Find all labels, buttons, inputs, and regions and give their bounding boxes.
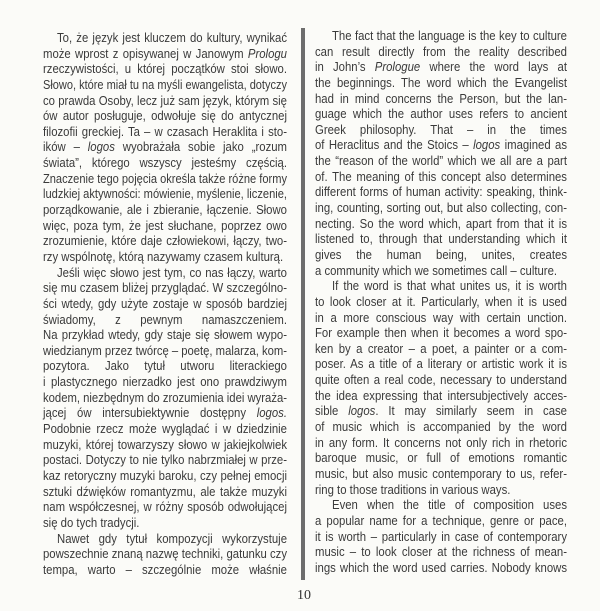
text-segment: imagined as [500, 137, 567, 153]
text-line [43, 390, 287, 406]
text-segment: music – to look closer at the richness of mean- [315, 544, 567, 560]
text-segment: necting. So the word which, apart from that it is [315, 215, 567, 231]
text-segment: the beginnings. The word which the Evangelist [315, 74, 567, 90]
text-segment: quite often a real code, necessary to understand [315, 372, 567, 388]
text-line [315, 137, 567, 153]
text-line [315, 247, 567, 263]
text-line [332, 28, 567, 44]
text-segment: in John’s [315, 59, 375, 75]
text-line [43, 437, 287, 453]
text-line [43, 61, 287, 77]
italic-term: logos [473, 137, 501, 153]
italic-term: Prologu [247, 45, 287, 61]
text-line [315, 341, 567, 357]
text-line [43, 296, 287, 312]
text-segment: się mu czasem bliżej przyglądać. W szczególno- [43, 280, 287, 296]
text-segment: music, but also music contemporary to us, refer- [315, 465, 567, 481]
text-line [43, 108, 287, 124]
text-segment: had in mind concerns the Person, but the lan- [315, 90, 567, 106]
text-segment: a community which we sometimes call – culture. [315, 262, 558, 278]
text-segment: Na przykład wtedy, gdy staje się słowem wypo- [43, 327, 287, 343]
column-divider-rule [301, 28, 305, 580]
text-line [43, 124, 287, 140]
text-line [43, 249, 287, 265]
text-line [43, 405, 287, 421]
page-number: 10 [297, 588, 311, 603]
text-line [43, 218, 287, 234]
italic-term: logos [348, 403, 376, 419]
text-segment: sible [315, 403, 349, 419]
text-line [332, 497, 567, 513]
text-line [43, 280, 287, 296]
text-line [315, 216, 567, 232]
text-line [315, 482, 567, 498]
text-line [315, 75, 567, 91]
text-segment: i plastycznego nierzadko jest ono prawdziwym [43, 374, 287, 390]
text-line [315, 169, 567, 185]
text-segment: a popular name for a technique, genre or pace, [315, 512, 567, 528]
text-line [57, 265, 287, 281]
text-line [43, 233, 287, 249]
text-segment: filozofii greckiej. Ta – w czasach Heraklita i sto- [43, 123, 287, 139]
text-segment: the “reason of the world” which we all are a part [315, 153, 567, 169]
text-segment: powszechnie znaną nazwę techniki, gatunku czy [43, 546, 287, 562]
text-line [43, 468, 287, 484]
text-segment: tempa, warto – szczególnie może właśnie [43, 561, 287, 577]
text-line [43, 171, 287, 187]
text-segment: . It may similarly seem in case [375, 403, 567, 419]
text-line [315, 560, 567, 576]
text-line [57, 531, 287, 547]
text-line [315, 184, 567, 200]
text-segment: To, że język jest kluczem do kultury, wynikać [57, 30, 287, 45]
text-segment: postaci. Dotyczy to nie tylko nabrzmiałej w prze- [43, 452, 287, 468]
text-line [43, 327, 287, 343]
text-segment: listened to, through that understanding which it [315, 231, 567, 247]
text-segment: więc, poza tym, że jest słuchane, poprzez owo [43, 217, 287, 233]
text-line [43, 155, 287, 171]
text-segment: in a more conscious way with certain unction. [315, 309, 567, 325]
text-line [43, 374, 287, 390]
text-line [43, 343, 287, 359]
text-segment: świadomy, z pewnym namaszczeniem. [43, 311, 287, 327]
text-line [43, 358, 287, 374]
text-segment: pozytora. Jako tytuł utworu literackiego [43, 358, 287, 374]
text-segment: of. The meaning of this concept also determines [315, 168, 567, 184]
text-line [315, 419, 567, 435]
text-segment: rzeczywistości, u której początków stoi słowo. [43, 61, 287, 77]
text-line [43, 139, 287, 155]
english-text-column [315, 28, 567, 575]
text-segment: sztuki dźwięków romantyzmu, ale także muzyki [43, 483, 287, 499]
text-line [315, 388, 567, 404]
text-line [315, 231, 567, 247]
text-line [315, 356, 567, 372]
text-segment: Słowo, które miał tu na myśli ewangelista, dotyczy [43, 76, 287, 92]
italic-term: logos [87, 139, 115, 155]
italic-term: logos. [256, 405, 287, 421]
text-segment: For example then when it becomes a word spo- [315, 325, 567, 341]
text-line [315, 466, 567, 482]
text-segment: ów autor posługuje, odwołuje się do antycznej [43, 108, 287, 124]
text-line [43, 562, 287, 578]
text-line [332, 278, 567, 294]
text-line [315, 91, 567, 107]
text-line [315, 403, 567, 419]
text-segment: can result directly from the reality described [315, 43, 567, 59]
text-line [43, 546, 287, 562]
text-segment: kaz retoryczny muzyki baroku, czy pełnej emocji [43, 467, 287, 483]
text-segment: the idea expressing that intersubjectively acces- [315, 387, 567, 403]
text-line [315, 372, 567, 388]
text-segment: wyobrażała sobie jako „rozum [114, 139, 288, 155]
text-line [315, 529, 567, 545]
text-segment: Podobnie rzecz może wyglądać i w dziedzinie [43, 421, 287, 437]
text-segment: może wprost z opisywanej w Janowym [43, 45, 248, 61]
text-segment: to look closer at it. Particularly, when it is used [315, 293, 567, 309]
text-segment: gives the human being, unites, creates [315, 246, 567, 262]
text-line [315, 200, 567, 216]
text-line [43, 421, 287, 437]
text-segment: The fact that the language is the key to culture [332, 28, 567, 43]
text-segment: where the word lays at [420, 59, 567, 75]
text-segment: ring to those traditions in various ways. [315, 481, 511, 497]
text-line [315, 310, 567, 326]
italic-term: Prologue [374, 59, 421, 75]
text-line [315, 122, 567, 138]
text-line [315, 325, 567, 341]
text-line [315, 435, 567, 451]
text-line [315, 106, 567, 122]
text-line [315, 44, 567, 60]
text-segment: ludzkiej aktywności: mówienie, myślenie, liczenie, [43, 186, 287, 202]
text-segment: porządkowanie, ale i zbieranie, łączenie. Słowo [43, 202, 287, 218]
text-segment: Znaczenie tego pojęcia określa także różne formy [43, 170, 287, 186]
text-line [43, 46, 287, 62]
text-line [43, 202, 287, 218]
text-segment: baroque music, or full of emotions romantic [315, 450, 567, 466]
text-segment: If the word is that what unites us, it is worth [332, 278, 567, 294]
text-segment: different forms of human activity: speaking, think- [315, 184, 567, 200]
polish-text-column [43, 30, 287, 577]
text-segment: nam współczesnej, w różny sposób odwołującej [43, 499, 287, 515]
text-line [315, 513, 567, 529]
text-line [43, 515, 287, 531]
text-segment: guage which the author uses refers to ancient [315, 106, 567, 122]
text-segment: of Heraclitus and the Stoics – [315, 137, 474, 153]
text-segment: świata”, którego wszyscy jesteśmy częścią. [43, 155, 287, 171]
text-line [43, 312, 287, 328]
text-line [43, 186, 287, 202]
text-segment: it is worth – particularly in case of contemporary [315, 528, 567, 544]
text-segment: in any form. It concerns not only rich in rhetoric [315, 434, 567, 450]
text-line [315, 450, 567, 466]
text-line [43, 452, 287, 468]
text-segment: ken by a creator – a poet, a painter or a com- [315, 340, 567, 356]
text-line [315, 153, 567, 169]
text-segment: muzyki, której towarzyszy słowo w jakiejkolwiek [43, 436, 287, 452]
text-segment: ings which the word used carries. Nobody knows [315, 559, 567, 575]
text-line [43, 77, 287, 93]
text-segment: ing, counting, sorting out, but also collecting, con- [315, 200, 567, 216]
text-segment: jącej ów intersubiektywnie dostępny [43, 405, 257, 421]
text-segment: się do tych tradycji. [43, 514, 140, 530]
text-segment: Nawet gdy tytuł kompozycji wykorzystuje [57, 530, 287, 546]
text-segment: zrozumienie, które daje człowiekowi, łączy, two- [43, 233, 287, 249]
text-segment: of music which is accompanied by the word [315, 419, 567, 435]
text-segment: poser. As a title of a literary or artistic work it is [315, 356, 567, 372]
text-segment: Greek philosophy. That – in the times [315, 121, 567, 137]
text-segment: co prawda Osoby, lecz już sam język, którym się [43, 92, 287, 108]
text-line [315, 294, 567, 310]
text-line [315, 263, 567, 279]
text-line [315, 544, 567, 560]
text-segment: wiedzianym przez twórcę – poetę, malarza, kom- [43, 342, 287, 358]
text-segment: rzy wspólnotę, którą nazywamy czasem kulturą. [43, 248, 284, 264]
text-segment: kodem, niezbędnym do zrozumienia idei wyraża- [43, 389, 287, 405]
text-segment: Even when the title of composition uses [332, 497, 567, 513]
text-line [43, 499, 287, 515]
text-line [57, 30, 287, 46]
text-segment: ści wtedy, gdy użyte zostaje w sposób bardziej [43, 295, 287, 311]
text-line [43, 93, 287, 109]
text-line [43, 484, 287, 500]
text-segment: ików – [43, 139, 88, 155]
text-segment: Jeśli więc słowo jest tym, co nas łączy, warto [57, 264, 287, 280]
text-line [315, 59, 567, 75]
